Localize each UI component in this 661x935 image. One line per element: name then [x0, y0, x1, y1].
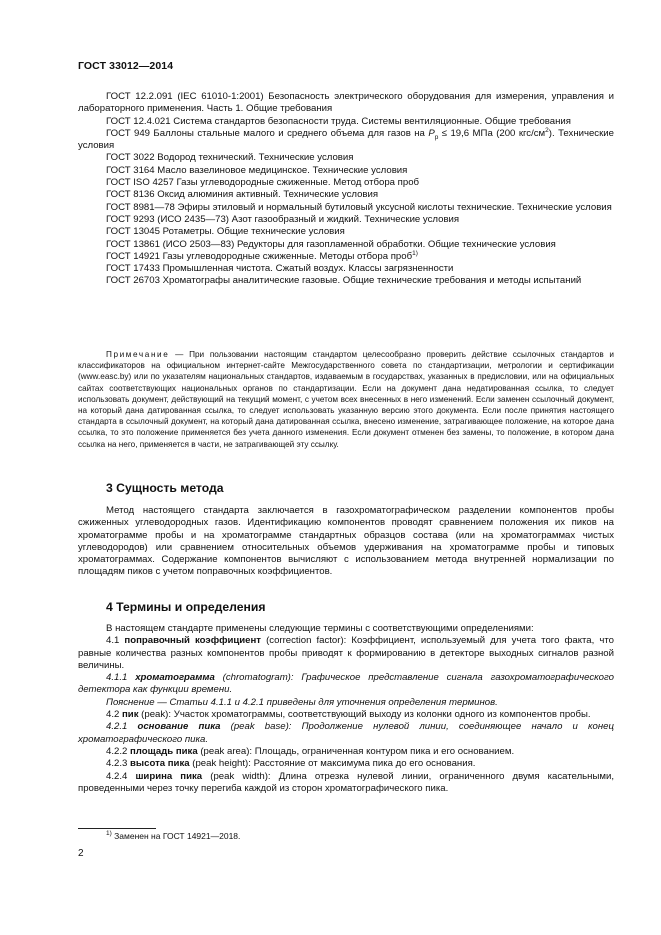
reference-item: ГОСТ ISO 4257 Газы углеводородные сжиженные. Метод отбора проб	[106, 177, 420, 189]
reference-item: ГОСТ 8981—78 Эфиры этиловый и нормальный бутиловый уксусной кислоты технические. Технические условия	[106, 201, 612, 213]
reference-item-gost-949: ГОСТ 949 Баллоны стальные малого и среднего объема для газов на $P_р \le 19,6$ МПа (200 кгс/$см^2$). Технические условия	[78, 126, 614, 152]
reference-item: ГОСТ 13861 (ИСО 2503—83) Редукторы для газопламенной обработки. Общие технические условия	[106, 238, 556, 250]
note-label: Примечание	[106, 350, 170, 359]
reference-item: ГОСТ 9293 (ИСО 2435—73) Азот газообразный и жидкий. Технические условия	[106, 213, 460, 225]
term-4-1: 4.1 поправочный коэффициент (correction factor): Коэффициент, используемый для учета того факта, что равные количества разных компонентов пробы приводят к формированию в детекторе выходных сигналов разной величины.	[78, 635, 614, 671]
term-4-2-2: 4.2.2 площадь пика (peak area): Площадь, ограниченная контуром пика и его основанием.	[106, 745, 515, 757]
page-number: 2	[78, 848, 84, 859]
reference-item: ГОСТ 12.2.091 (IEC 61010-1:2001) Безопасность электрического оборудования для измерения, управления и лабораторного применения. Часть 1. Общие требования	[78, 91, 614, 115]
term-4-2-3: 4.2.3 высота пика (peak height): Расстояние от максимума пика до его основания.	[106, 758, 476, 770]
reference-item: ГОСТ 13045 Ротаметры. Общие технические условия	[106, 226, 345, 238]
footnote-marker: 1)	[412, 249, 418, 257]
reference-item: ГОСТ 26703 Хроматографы аналитические газовые. Общие технические требования и методы испытаний	[106, 275, 582, 287]
footnote-divider	[78, 828, 156, 829]
reference-item: ГОСТ 17433 Промышленная чистота. Сжатый воздух. Классы загрязненности	[106, 263, 454, 275]
term-4-2-4: 4.2.4 ширина пика (peak width): Длина отрезка нулевой линии, ограниченного двумя касательными, проведенными через точку перегиба каждой из сторон хроматографического пика.	[78, 770, 614, 794]
section-4-title: 4 Термины и определения	[106, 600, 266, 614]
section-4-intro: В настоящем стандарте применены следующие термины с соответствующими определениями:	[106, 623, 534, 634]
references-note	[78, 349, 614, 450]
term-4-2-1: 4.2.1 основание пика (peak base): Продолжение нулевой линии, соединяющее начало и конец хроматографического пика.	[78, 721, 614, 745]
reference-item: ГОСТ 3022 Водород технический. Технические условия	[106, 152, 354, 164]
reference-item: ГОСТ 12.4.021 Система стандартов безопасности труда. Системы вентиляционные. Общие требования	[106, 115, 571, 127]
references-list	[78, 91, 614, 288]
terms-explanation: Пояснение — Статьи 4.1.1 и 4.2.1 приведены для уточнения определения терминов.	[106, 696, 498, 708]
note-text: — При пользовании настоящим стандартом целесообразно проверить действие ссылочных стандартов и классификаторов на официальном интернет-сайте Межгосударственного совета по стандартизации, метрологии и сертификации (www.easc.by) или по указателям национальных стандартов, издаваемым в государствах, указанных в предисловии, или на официальных сайтах соответствующих национальных органов по стандартизации. Если на документ дана недатированная ссылка, то следует использовать документ, действующий на текущий момент, с учетом всех внесенных в него изменений. Если заменен ссылочный документ, на который дана датированная ссылка, то следует использовать указанную версию этого документа. Если после принятия настоящего стандарта в ссылочный документ, на который дана датированная ссылка, внесено изменение, затрагивающее положение, на которое дана ссылка, то это положение применяется без учета данного изменения. Если документ отменен без замены, то положение, в котором дана ссылка на него, применяется в части, не затрагивающей эту ссылку.	[78, 350, 614, 449]
term-4-1-1: 4.1.1 хроматограмма (chromatogram): Графическое представление сигнала газохроматографического детектора как функции времени.	[78, 672, 614, 696]
footnote: $^{1)}$ Заменен на ГОСТ 14921—2018.	[106, 830, 241, 841]
section-3-title: 3 Сущность метода	[106, 481, 224, 495]
reference-item-gost-14921: ГОСТ 14921 Газы углеводородные сжиженные. Методы отбора проб$^{1)}$	[106, 249, 418, 262]
section-3	[78, 481, 614, 579]
reference-item: ГОСТ 8136 Оксид алюминия активный. Технические условия	[106, 189, 379, 201]
section-4	[78, 600, 614, 795]
section-3-text: Метод настоящего стандарта заключается в газохроматографическом разделении компонентов пробы сжиженных углеводородных газов. Идентификацию компонентов проводят сравнением положения их пиков на хроматограмме пробы и на хроматограмме стандартных образцов состава (или на хроматограммах чистых углеводородов) или сравнением относительных объемов удерживания на хроматограмме пробы и типовых хроматограммах. Содержание компонентов вычисляют с использованием метода внутренней нормализации по площадям пиков с учетом поправочных коэффициентов.	[78, 505, 614, 578]
page-header: ГОСТ 33012—2014	[78, 60, 174, 72]
reference-item: ГОСТ 3164 Масло вазелиновое медицинское. Технические условия	[106, 164, 408, 176]
term-4-2: 4.2 пик (peak): Участок хроматограммы, соответствующий выходу из колонки одного из компонентов пробы.	[106, 709, 591, 721]
